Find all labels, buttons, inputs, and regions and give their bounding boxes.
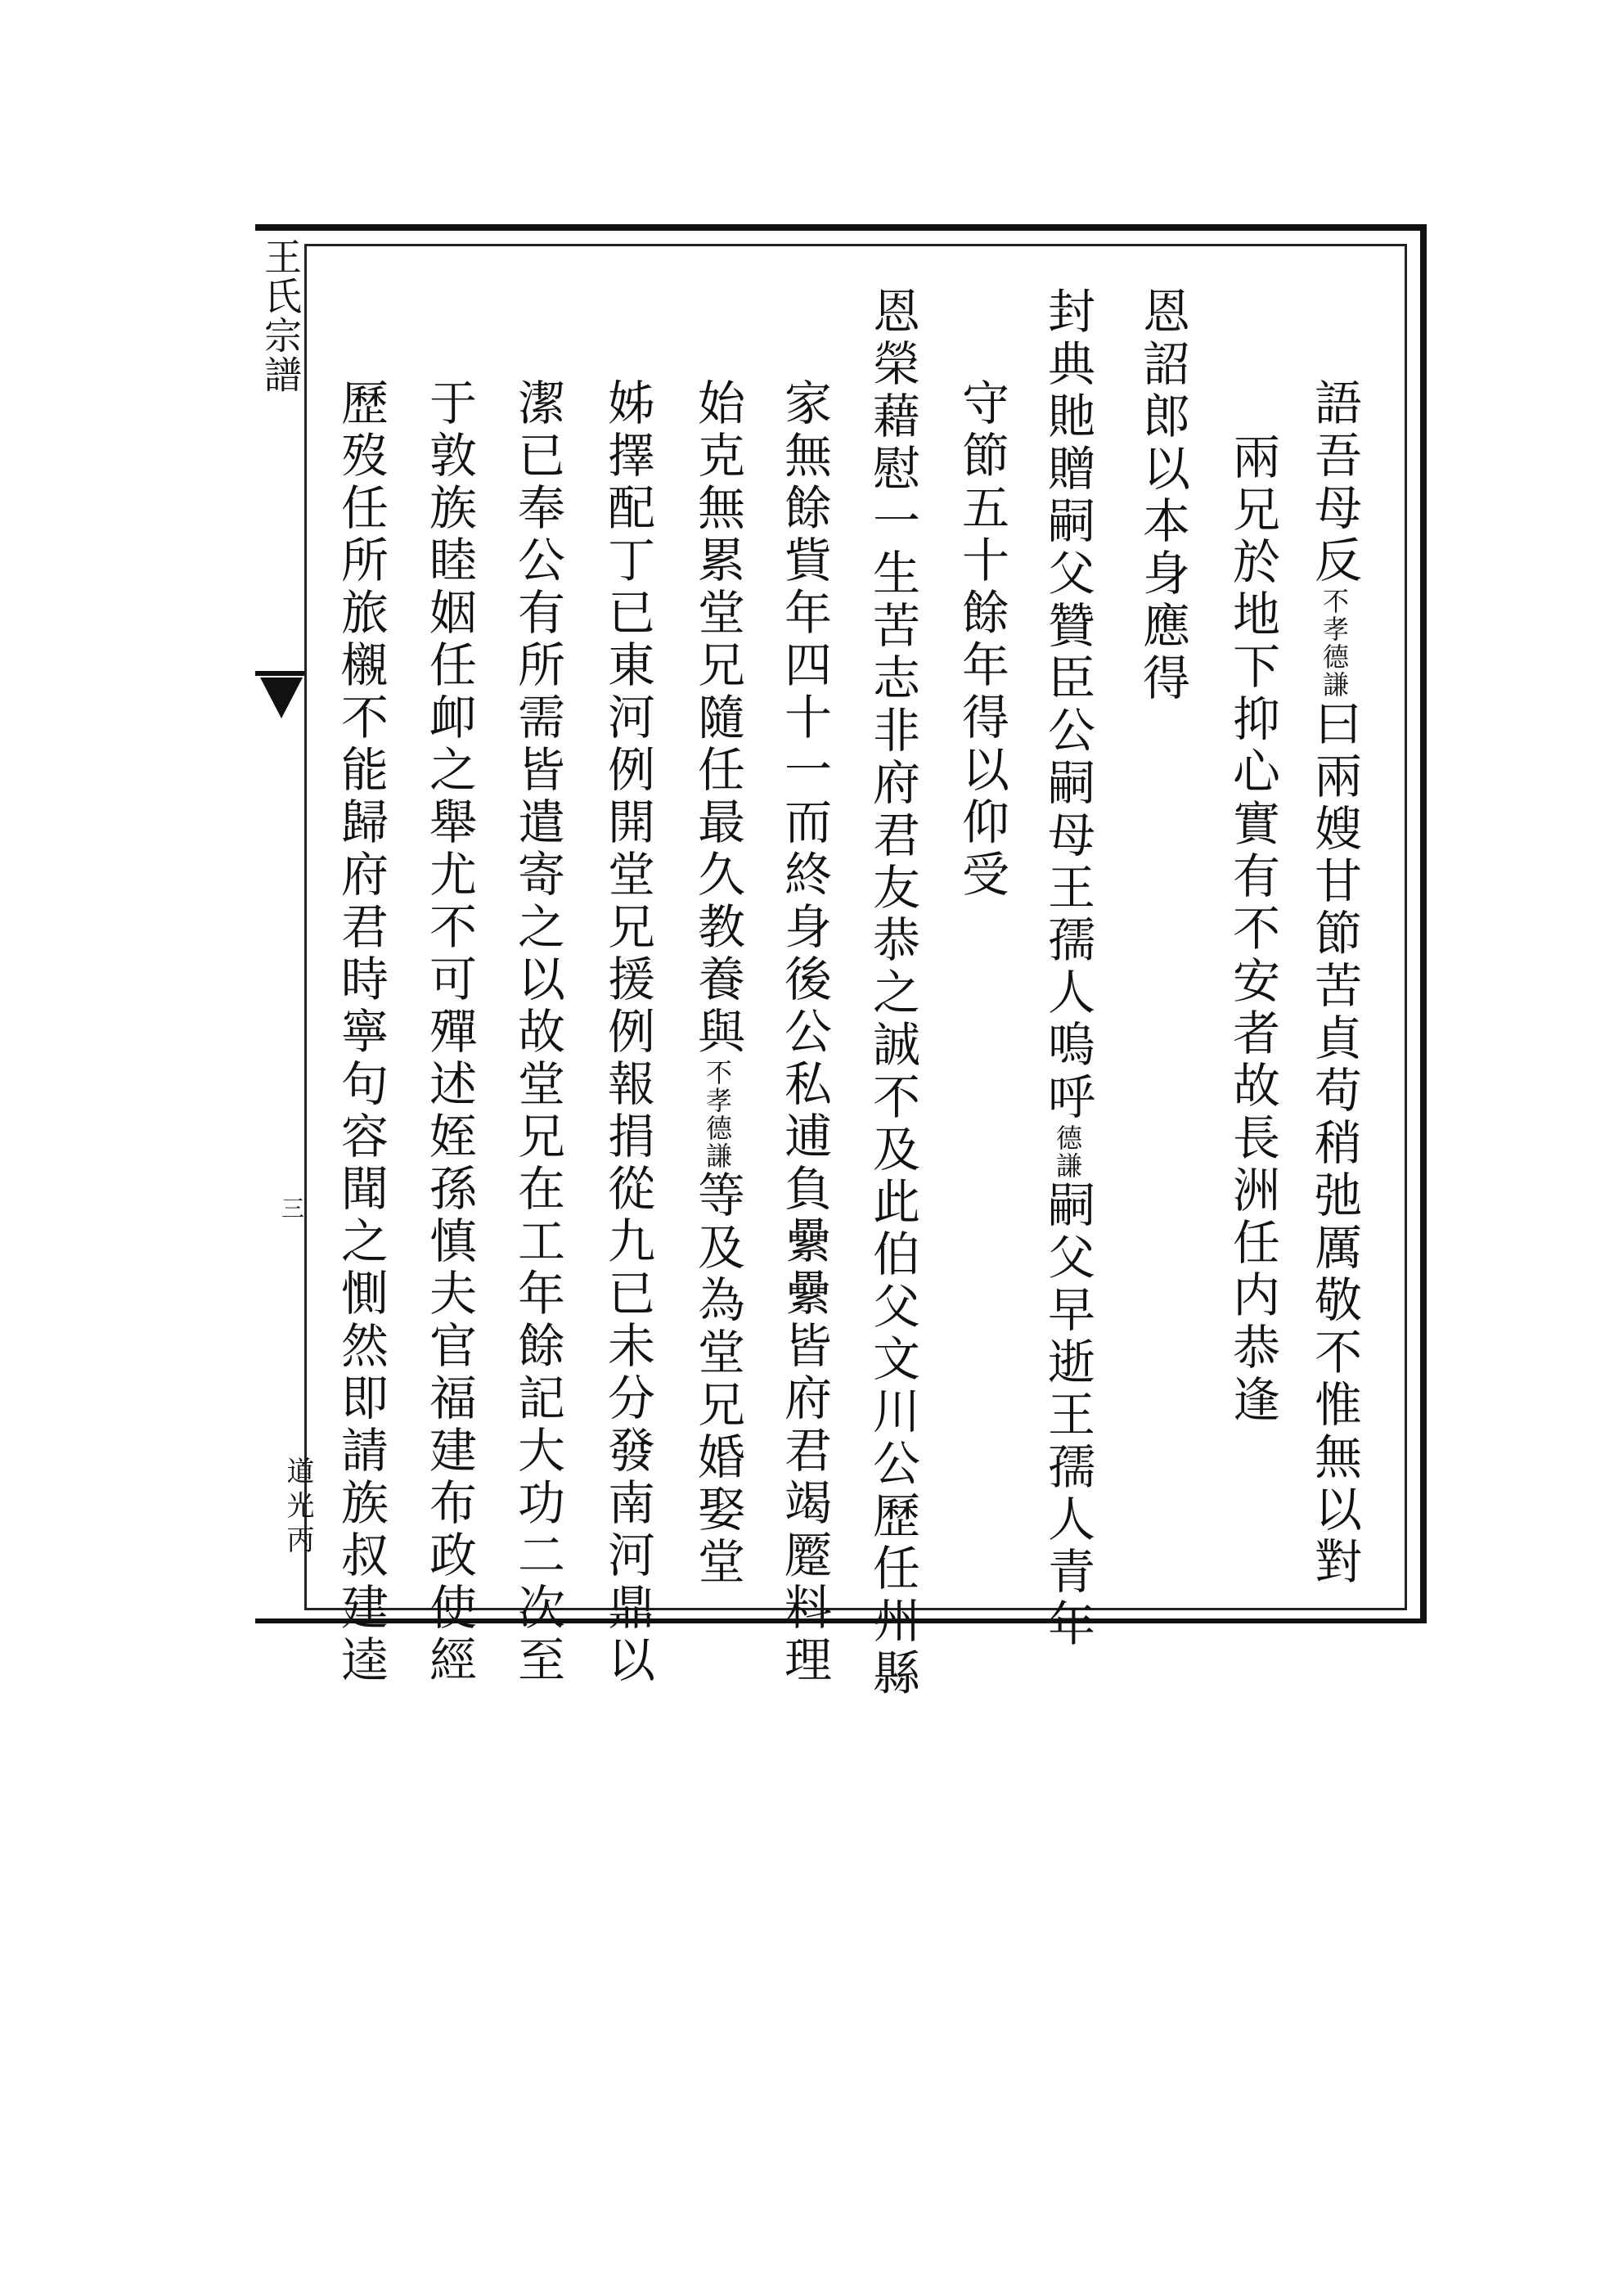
fold-marker <box>260 678 303 718</box>
text-column <box>509 378 566 1687</box>
margin-rule <box>255 671 304 676</box>
text-column <box>1039 286 1096 1651</box>
text-column <box>599 378 656 1687</box>
column-text: 歷歿任所旅櫬不能歸府君時寧句容聞之惻然即請族叔建逵 <box>333 378 389 1687</box>
edition-mark: 道光丙 <box>281 1456 314 1560</box>
inline-note: 不孝德謙 <box>702 1059 733 1170</box>
column-text: 守節五十餘年得以仰受 <box>954 378 1009 902</box>
column-text: 語吾母反 <box>1306 378 1362 588</box>
column-text-continued: 嗣父早逝王孺人青年 <box>1040 1180 1095 1651</box>
column-text-continued: 曰兩嫂甘節苦貞苟稍弛厲敬不惟無以對 <box>1306 699 1362 1589</box>
inline-note: 不孝德謙 <box>1319 588 1350 699</box>
column-text: 恩榮藉慰一生苦志非府君友恭之誠不及此伯父文川公歷任州縣 <box>865 286 920 1700</box>
column-text: 潔已奉公有所需皆遣寄之以故堂兄在工年餘記大功二次至 <box>510 378 565 1687</box>
inline-note: 德謙 <box>1052 1124 1083 1180</box>
column-text: 家無餘貲年四十一而終身後公私逋負纍纍皆府君竭蹷料理 <box>776 378 832 1687</box>
text-column <box>420 378 478 1687</box>
text-column <box>1306 378 1363 1589</box>
text-column <box>689 378 746 1589</box>
column-text: 封典貤贈嗣父贊臣公嗣母王孺人嗚呼 <box>1040 286 1095 1124</box>
text-column <box>864 286 921 1700</box>
book-title: 王氏宗譜 <box>259 237 303 394</box>
page-number: 三 <box>278 1196 305 1219</box>
column-text: 始克無累堂兄隨任最久教養與 <box>690 378 745 1059</box>
column-text: 于敦族睦姻任卹之舉尤不可殫述姪孫慎夫官福建布政使經 <box>421 378 477 1687</box>
text-column <box>776 378 833 1687</box>
column-text-continued: 等及為堂兄婚娶堂 <box>690 1170 745 1589</box>
column-text: 恩詔郎以本身應得 <box>1135 286 1190 705</box>
text-column <box>953 378 1010 902</box>
text-column <box>332 378 389 1687</box>
text-column <box>1134 286 1191 705</box>
text-column <box>1224 432 1281 1427</box>
column-text: 姊擇配丁已東河例開堂兄援例報捐從九已未分發南河鼎以 <box>600 378 655 1687</box>
column-text: 兩兄於地下抑心實有不安者故長洲任内恭逢 <box>1225 432 1280 1427</box>
